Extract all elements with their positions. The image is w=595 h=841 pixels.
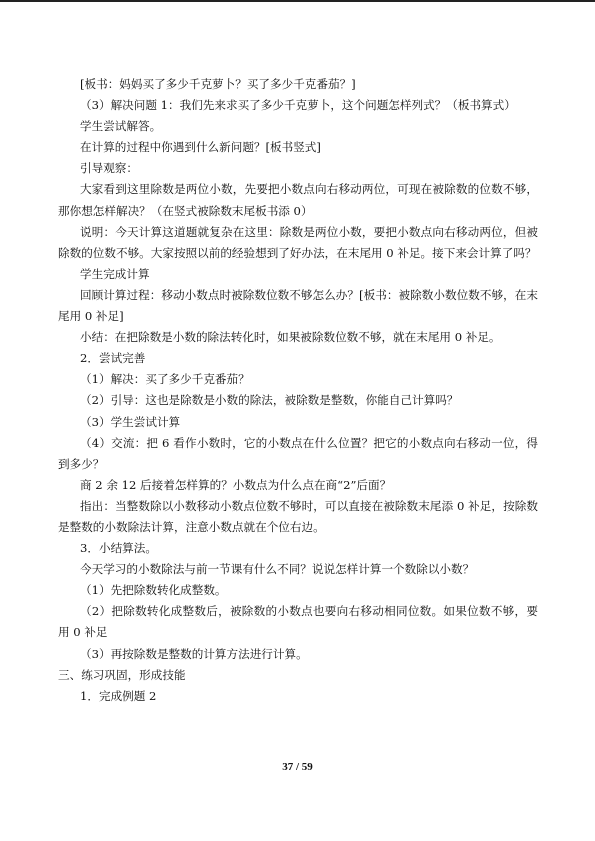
- paragraph: （1）解决：买了多少千克番茄？: [80, 372, 250, 387]
- paragraph: 学生完成计算: [80, 266, 150, 281]
- paragraph: （3）学生尝试计算: [80, 414, 181, 429]
- document-body: [58, 74, 538, 707]
- paragraph: 1．完成例题 2: [80, 688, 157, 703]
- paragraph: （1）先把除数转化成整数。: [80, 583, 227, 598]
- paragraph: （3）解决问题 1：我们先来求买了多少千克萝卜，这个问题怎样列式？（板书算式）: [80, 98, 516, 113]
- paragraph: 引导观察：: [80, 161, 138, 176]
- section-heading: 三、练习巩固，形成技能: [58, 667, 186, 682]
- paragraph: （2）引导：这也是除数是小数的除法，被除数是整数，你能自己计算吗？: [80, 393, 459, 408]
- paragraph: （3）再按除数是整数的计算方法进行计算。: [80, 646, 308, 661]
- paragraph: 指出：当整数除以小数移动小数点位数不够时，可以直接在被除数末尾添 0 补足，按除数是整数的小数除法计算，注意小数点就在个位右边。: [58, 498, 538, 534]
- paragraph: 今天学习的小数除法与前一节课有什么不同？说说怎样计算一个数除以小数？: [80, 562, 475, 577]
- paragraph: 学生尝试解答。: [80, 119, 162, 134]
- paragraph: 大家看到这里除数是两位小数，先要把小数点向右移动两位，可现在被除数的位数不够，那你想怎样解决？（在竖式被除数末尾板书添 0）: [58, 182, 538, 218]
- section-heading: 2．尝试完善: [80, 351, 146, 366]
- paragraph: 回顾计算过程：移动小数点时被除数位数不够怎么办？[板书：被除数小数位数不够，在末尾用 0 补足]: [58, 287, 538, 324]
- paragraph: 商 2 余 12 后接着怎样算的？小数点为什么点在商“2”后面？: [80, 477, 392, 492]
- paragraph: 在计算的过程中你遇到什么新问题？[板书竖式]: [80, 140, 321, 155]
- page-number: 37 / 59: [282, 761, 313, 773]
- top-border: [0, 0, 595, 2]
- paragraph: [板书：妈妈买了多少千克萝卜？买了多少千克番茄？]: [80, 77, 356, 91]
- paragraph: （4）交流：把 6 看作小数时，它的小数点在什么位置？把它的小数点向右移动一位，得到多少？: [58, 435, 538, 471]
- section-heading: 3．小结算法。: [80, 541, 157, 556]
- paragraph: 说明：今天计算这道题就复杂在这里：除数是两位小数，要把小数点向右移动两位，但被除数的位数不够。大家按照以前的经验想到了好办法，在末尾用 0 补足。接下来会计算了吗？: [58, 224, 538, 260]
- paragraph: （2）把除数转化成整数后，被除数的小数点也要向右移动相同位数。如果位数不够，要用 0 补足: [58, 604, 538, 640]
- paragraph: 小结：在把除数是小数的除法转化时，如果被除数位数不够，就在末尾用 0 补足。: [80, 330, 501, 345]
